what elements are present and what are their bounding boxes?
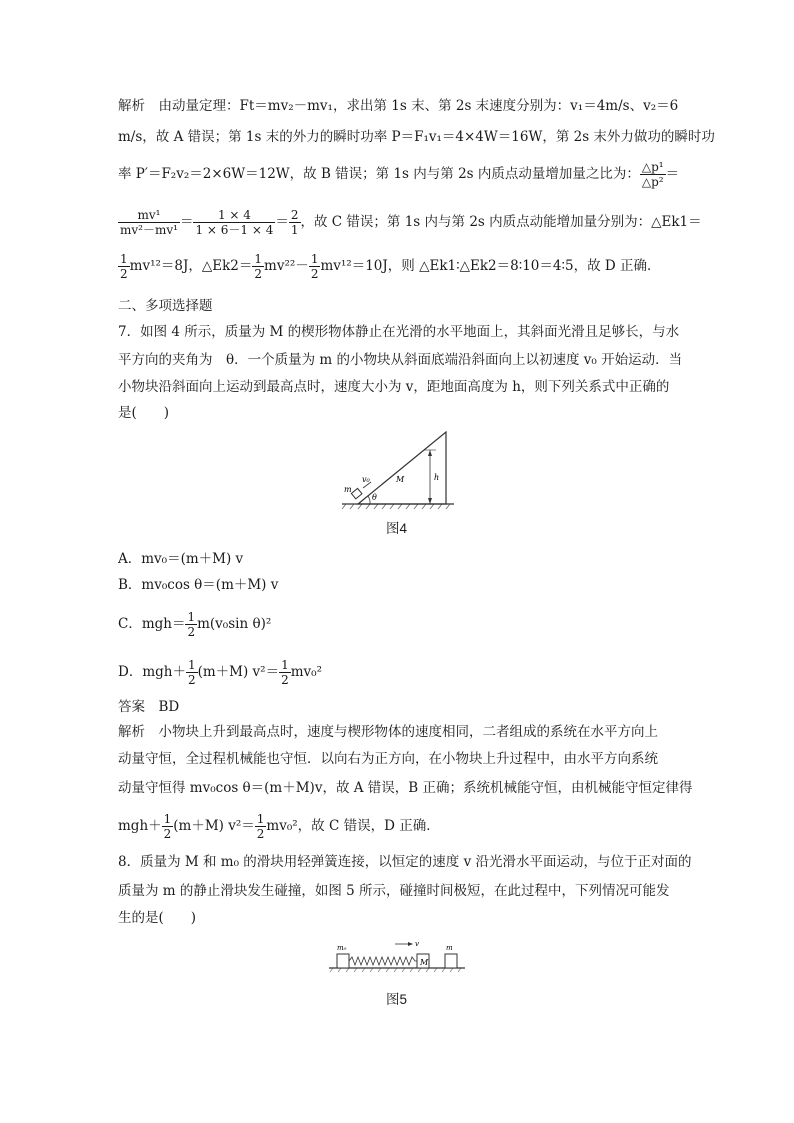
label-m: m: [344, 485, 352, 494]
label-h: h: [434, 473, 440, 482]
equals-sign: ＝: [665, 166, 680, 182]
analysis-line-3: [118, 160, 679, 189]
ratio-fraction-2: [193, 208, 275, 237]
fraction-denominator: mv²－mv¹: [120, 223, 178, 237]
fraction-numerator: 1: [120, 252, 128, 266]
option-d-text-a: D．mgh＋: [118, 664, 186, 680]
exp4-text-a: mgh＋: [118, 818, 162, 834]
fraction-denominator: 2: [310, 267, 319, 281]
height-arrow-up: [428, 450, 432, 456]
option-c-text-b: m(v₀sin θ)²: [197, 616, 272, 632]
half-fraction: [279, 658, 291, 687]
half-fraction: [186, 658, 198, 687]
label-M: M: [396, 475, 405, 484]
q8-stem-line-2: 质量为 m 的静止滑块发生碰撞，如图 5 所示，碰撞时间极短，在此过程中，下列情况可能发: [118, 883, 670, 899]
fraction-denominator: 2: [256, 827, 265, 841]
fraction-numerator: △p¹: [641, 160, 664, 174]
fraction-denominator: 2: [120, 267, 128, 281]
ratio-fraction-3: [289, 208, 301, 237]
q7-option-a[interactable]: A．mv₀＝(m＋M) v: [118, 551, 244, 567]
momentum-ratio-fraction: [640, 160, 666, 189]
q7-option-b[interactable]: B．mv₀cos θ＝(m＋M) v: [118, 577, 279, 593]
block-m0: [337, 954, 349, 968]
spring: [349, 957, 417, 965]
fraction-denominator: △p²: [641, 175, 664, 189]
q8-stem-line-3: 生的是( ): [118, 910, 197, 926]
small-block: [351, 488, 362, 498]
fraction-denominator: 1: [290, 223, 299, 237]
exp4-text-b: (m＋M) v²＝: [173, 818, 255, 834]
analysis-line-5-text-a: mv¹²＝8J，△Ek2＝: [129, 258, 253, 274]
figure-4-wedge-diagram: [336, 426, 460, 512]
analysis-line-5: [118, 252, 661, 281]
q7-answer: 答案 BD: [118, 699, 180, 715]
q7-stem-line-3: 小物块沿斜面向上运动到最高点时，速度大小为 v，距地面高度为 h，则下列关系式中正确的: [118, 379, 670, 395]
fraction-numerator: 1: [187, 610, 196, 624]
fraction-numerator: 1: [256, 812, 265, 826]
block-m: [445, 954, 457, 968]
figure-5-caption: 图5: [386, 992, 408, 1007]
half-fraction: [185, 610, 197, 639]
fraction-numerator: 1: [310, 252, 319, 266]
equals-sign: ＝: [179, 214, 194, 230]
label-m: m: [446, 944, 453, 952]
fraction-numerator: 1: [254, 252, 263, 266]
exp4-text-c: mv₀²，故 C 错误，D 正确．: [266, 818, 440, 834]
half-fraction: [118, 252, 130, 281]
ratio-fraction-1: [118, 208, 180, 237]
label-M: M: [420, 958, 429, 967]
fraction-denominator: 1 × 6－1 × 4: [195, 223, 274, 237]
fraction-denominator: 2: [187, 673, 196, 687]
label-m0: m₀: [337, 944, 347, 952]
q7-option-d[interactable]: [118, 658, 322, 687]
option-d-text-c: mv₀²: [290, 664, 323, 680]
q7-explanation-line-4: [118, 812, 440, 841]
fraction-numerator: 1: [163, 812, 172, 826]
fraction-numerator: 1: [281, 658, 289, 672]
half-fraction: [252, 252, 264, 281]
q7-explanation-line-1: 解析 小物块上升到最高点时，速度与楔形物体的速度相同，二者组成的系统在水平方向上: [118, 724, 658, 740]
fraction-denominator: 2: [187, 625, 196, 639]
half-fraction: [309, 252, 321, 281]
analysis-line-3-text: 率 P′＝F₂v₂＝2×6W＝12W，故 B 错误；第 1s 内与第 2s 内质点动量增加量之比为：: [118, 166, 640, 182]
label-theta: θ: [372, 493, 377, 502]
q7-explanation-line-2: 动量守恒，全过程机械能也守恒．以向右为正方向，在小物块上升过程中，由水平方向系统: [118, 751, 658, 767]
analysis-line-4-text: ，故 C 错误；第 1s 内与第 2s 内质点动能增加量分别为：△Ek1＝: [300, 214, 702, 230]
ground-hatching: [342, 504, 450, 509]
fraction-numerator: 1 × 4: [193, 208, 275, 223]
fraction-denominator: 2: [281, 673, 289, 687]
q7-explanation-line-3: 动量守恒得 mv₀cos θ＝(m＋M)v，故 A 错误，B 正确；系统机械能守恒，由机械能守恒定律得: [118, 780, 693, 796]
height-arrow-down: [428, 498, 432, 504]
label-v0: v₀: [362, 475, 370, 484]
analysis-line-5-text-b: mv²²－: [264, 258, 309, 274]
figure-5-spring-diagram: [327, 936, 467, 974]
analysis-line-5-text-c: mv¹²＝10J，则 △Ek1∶△Ek2＝8∶10＝4∶5，故 D 正确．: [320, 258, 661, 274]
velocity-arrowhead: [408, 942, 413, 946]
half-fraction: [162, 812, 174, 841]
fraction-numerator: 1: [187, 658, 196, 672]
q7-stem-line-2: 平方向的夹角为 θ．一个质量为 m 的小物块从斜面底端沿斜面向上以初速度 v₀ 开始运动．当: [118, 352, 683, 368]
fraction-numerator: 2: [290, 208, 299, 222]
analysis-line-4: [118, 208, 702, 237]
q7-stem-line-4: 是( ): [118, 405, 170, 421]
q7-option-c[interactable]: [118, 610, 271, 639]
section-title: 二、多项选择题: [118, 298, 213, 314]
label-v: v: [415, 940, 419, 948]
option-d-text-b: (m＋M) v²＝: [197, 664, 280, 680]
q8-stem-line-1: 8．质量为 M 和 m₀ 的滑块用轻弹簧连接，以恒定的速度 v 沿光滑水平面运动，与位于正对面的: [118, 854, 692, 870]
fraction-denominator: 2: [254, 267, 263, 281]
half-fraction: [255, 812, 267, 841]
equals-sign: ＝: [275, 214, 289, 230]
figure-4-caption: 图4: [386, 521, 408, 536]
analysis-line-2: m/s，故 A 错误；第 1s 末的外力的瞬时功率 P＝F₁v₁＝4×4W＝16W，第 2s 末外力做功的瞬时功: [118, 129, 715, 145]
q7-stem-line-1: 7．如图 4 所示，质量为 M 的楔形物体静止在光滑的水平地面上，其斜面光滑且足够长，与水: [118, 324, 680, 340]
angle-arc: [368, 496, 370, 504]
analysis-line-1: 解析 由动量定理：Ft＝mv₂－mv₁，求出第 1s 末、第 2s 末速度分别为：v₁＝4m/s、v₂＝6: [118, 98, 679, 114]
fraction-numerator: mv¹: [118, 208, 180, 223]
fraction-denominator: 2: [163, 827, 172, 841]
option-c-text-a: C．mgh＝: [118, 616, 186, 632]
